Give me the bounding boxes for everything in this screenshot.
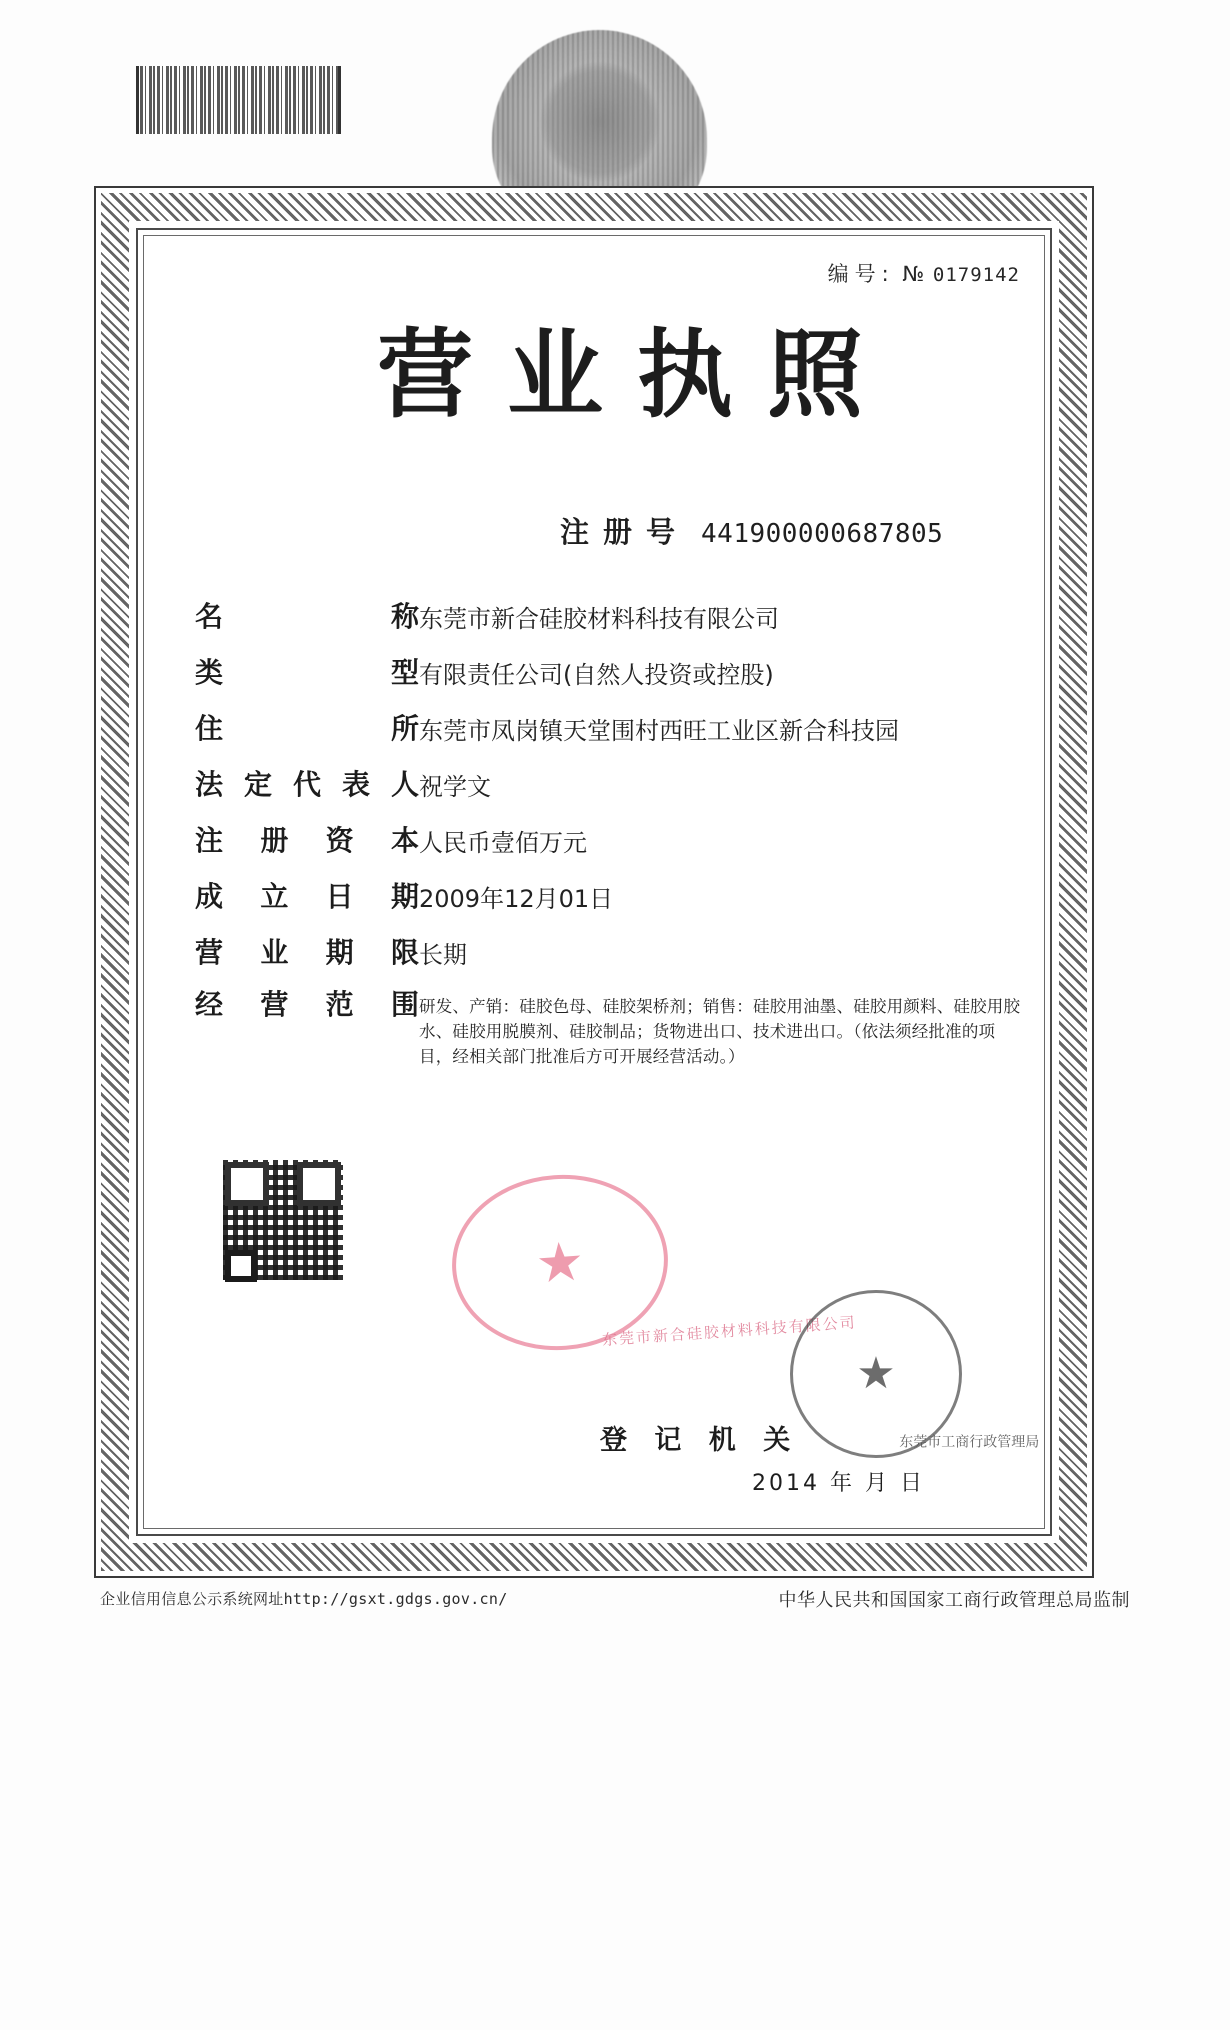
company-seal-arc-text: 东莞市新合硅胶材料科技有限公司	[601, 1312, 858, 1349]
label-char: 限	[390, 936, 419, 969]
label-char: 册	[260, 824, 289, 857]
label-char: 住	[195, 712, 224, 745]
authority-seal-stamp	[790, 1290, 1040, 1458]
registrar-label: 登 记 机 关	[600, 1425, 800, 1456]
label-char: 法	[195, 768, 224, 801]
field-list	[195, 600, 1025, 1085]
company-seal-stamp	[446, 1168, 858, 1358]
page-title: 营业执照	[377, 319, 897, 431]
field-value-establish-date: 2009年12月01日	[419, 885, 614, 913]
field-value-business-term: 长期	[419, 941, 467, 969]
label-char: 资	[325, 824, 354, 857]
label-char: 所	[390, 712, 419, 745]
field-label-type	[195, 656, 419, 690]
label-char: 期	[325, 936, 354, 969]
label-char: 期	[390, 880, 419, 913]
field-label-name	[195, 600, 419, 634]
field-label-establish-date	[195, 880, 419, 914]
label-char: 业	[260, 936, 289, 969]
label-char: 围	[390, 988, 419, 1021]
field-row-name	[195, 600, 1025, 636]
field-value-name: 东莞市新合硅胶材料科技有限公司	[419, 605, 779, 633]
serial-value: 0179142	[932, 264, 1020, 286]
label-char: 类	[195, 656, 224, 689]
label-char: 表	[341, 768, 370, 801]
registration-number-row	[560, 510, 1020, 551]
label-char: 型	[390, 656, 419, 689]
field-row-business-scope	[195, 988, 1025, 1069]
label-char: 称	[390, 600, 419, 633]
star-icon: ★	[856, 1348, 896, 1399]
field-value-legal-representative: 祝学文	[419, 773, 491, 801]
label-char: 成	[195, 880, 224, 913]
field-label-registered-capital	[195, 824, 419, 858]
field-row-address	[195, 712, 1025, 748]
footer-website: 企业信用信息公示系统网址http://gsxt.gdgs.gov.cn/	[100, 1590, 508, 1608]
field-value-registered-capital: 人民币壹佰万元	[419, 829, 587, 857]
authority-seal-arc-text: 东莞市工商行政管理局	[899, 1434, 1040, 1451]
label-char: 立	[260, 880, 289, 913]
label-char: 日	[325, 880, 354, 913]
star-icon: ★	[533, 1228, 587, 1296]
field-row-business-term	[195, 936, 1025, 972]
label-char: 代	[292, 768, 321, 801]
field-value-type: 有限责任公司(自然人投资或控股)	[419, 661, 774, 689]
label-char: 定	[243, 768, 272, 801]
company-seal-text	[450, 1172, 858, 1353]
qr-code-finder-bottom-left	[225, 1250, 257, 1282]
label-char: 注	[195, 824, 224, 857]
label-char: 范	[325, 988, 354, 1021]
field-row-type	[195, 656, 1025, 692]
label-char: 经	[195, 988, 224, 1021]
footer-authority: 中华人民共和国国家工商行政管理总局监制	[778, 1590, 1130, 1611]
serial-label: 编号:	[827, 262, 895, 286]
serial-symbol: №	[902, 262, 926, 286]
label-char: 人	[390, 768, 419, 801]
label-char: 本	[390, 824, 419, 857]
field-value-business-scope: 研发、产销：硅胶色母、硅胶架桥剂；销售：硅胶用油墨、硅胶用颜料、硅胶用胶水、硅胶用脱膜剂、硅胶制品；货物进出口、技术进出口。（依法须经批准的项目，经相关部门批准后方可开展经营活动。）	[419, 997, 1021, 1066]
label-char: 名	[195, 600, 224, 633]
registration-number-label: 注册号	[560, 515, 690, 549]
field-row-registered-capital	[195, 824, 1025, 860]
issue-date: 2014 年 月 日	[752, 1471, 925, 1496]
registration-number-value: 441900000687805	[701, 519, 944, 549]
field-label-address	[195, 712, 419, 746]
field-label-legal-representative	[195, 768, 419, 802]
field-row-establish-date	[195, 880, 1025, 916]
serial-number	[700, 258, 1020, 288]
label-char: 营	[195, 936, 224, 969]
field-value-address: 东莞市凤岗镇天堂围村西旺工业区新合科技园	[419, 717, 899, 745]
authority-seal-text	[793, 1293, 1040, 1455]
field-row-legal-representative	[195, 768, 1025, 804]
field-label-business-term	[195, 936, 419, 970]
label-char: 营	[260, 988, 289, 1021]
field-label-business-scope	[195, 988, 419, 1022]
barcode-frame	[136, 66, 341, 134]
